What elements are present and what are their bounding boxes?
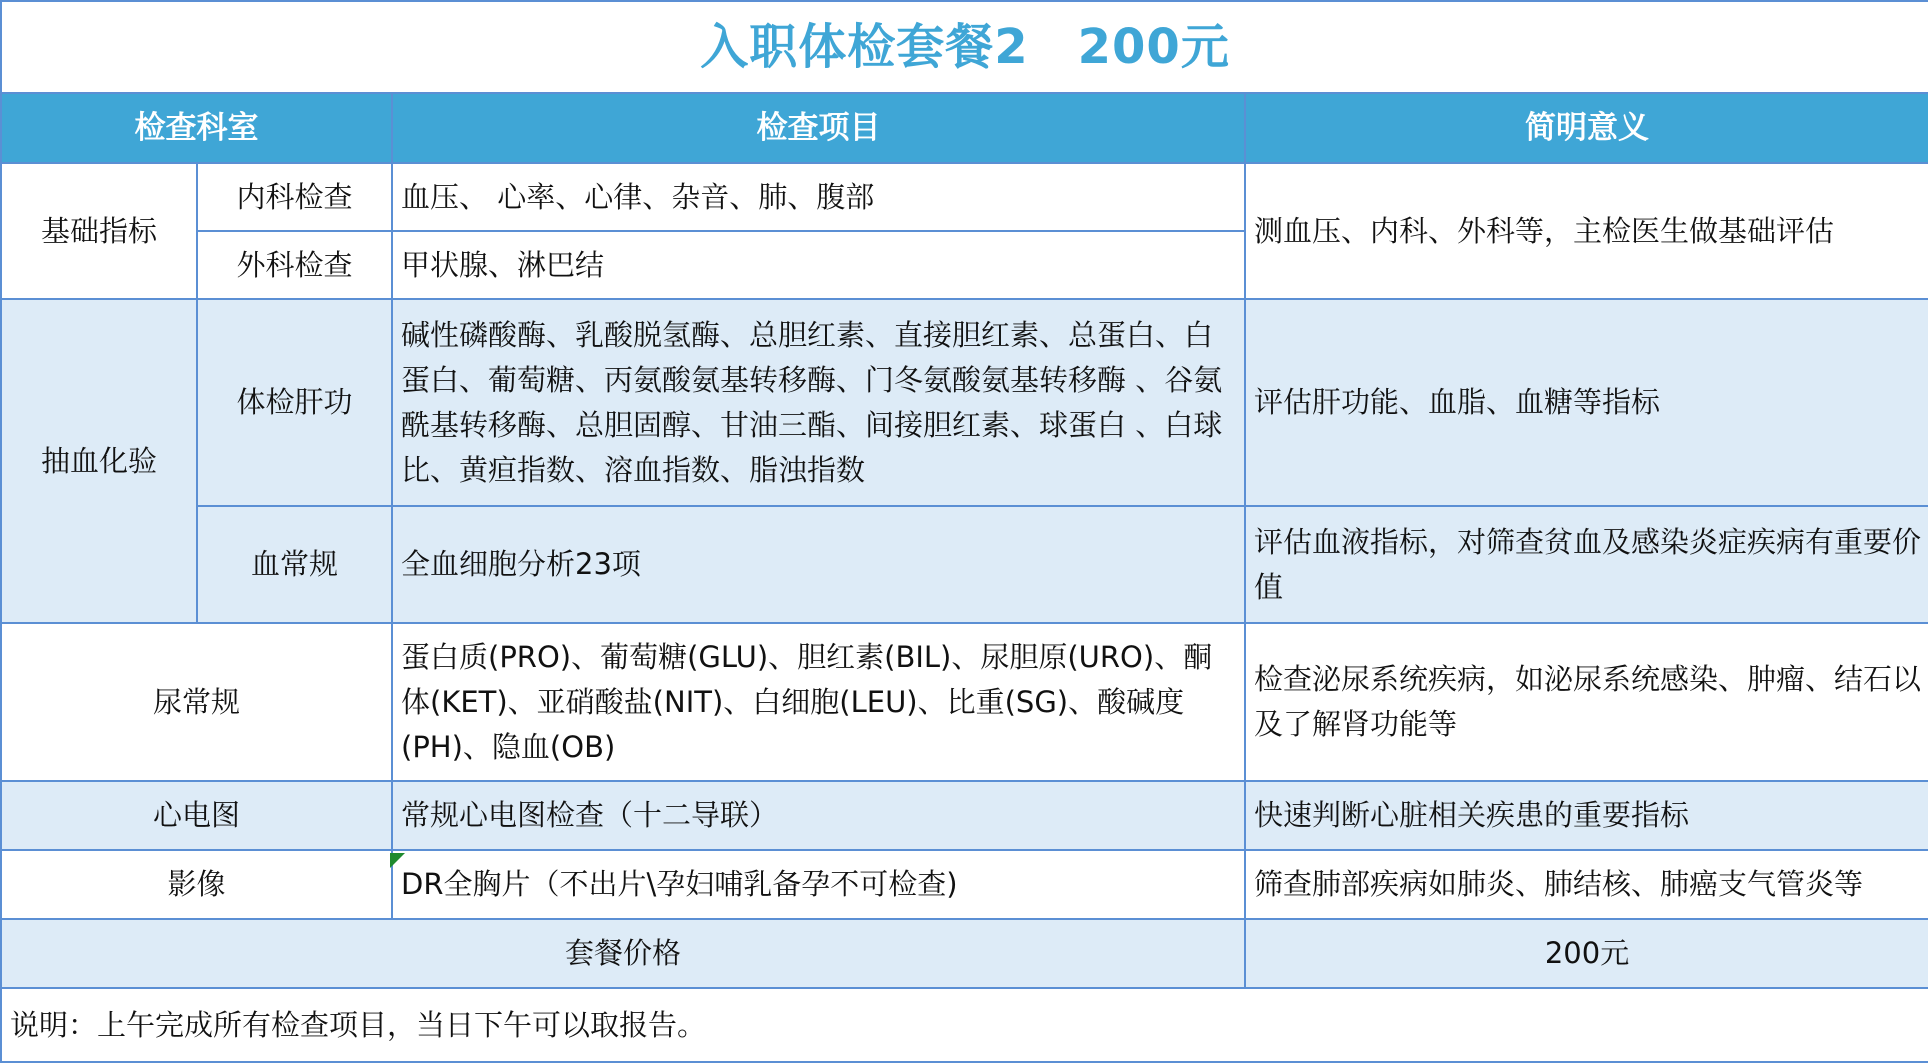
cell-comment-marker bbox=[390, 853, 405, 868]
meaning-blood-routine: 评估血液指标，对筛查贫血及感染炎症疾病有重要价值 bbox=[1245, 506, 1928, 623]
items-blood-routine: 全血细胞分析23项 bbox=[392, 506, 1245, 623]
dept-liver: 体检肝功 bbox=[197, 299, 392, 506]
dept-surgical: 外科检查 bbox=[197, 231, 392, 299]
header-dept: 检查科室 bbox=[1, 93, 392, 163]
price-label: 套餐价格 bbox=[1, 919, 1245, 988]
items-surgical: 甲状腺、淋巴结 bbox=[392, 231, 1245, 299]
dept-blood-routine: 血常规 bbox=[197, 506, 392, 623]
meaning-basic: 测血压、内科、外科等，主检医生做基础评估 bbox=[1245, 163, 1928, 299]
group-blood: 抽血化验 bbox=[1, 299, 197, 623]
meaning-imaging: 筛查肺部疾病如肺炎、肺结核、肺癌支气管炎等 bbox=[1245, 850, 1928, 919]
group-basic: 基础指标 bbox=[1, 163, 197, 299]
items-imaging: DR全胸片（不出片\孕妇哺乳备孕不可检查) bbox=[392, 850, 1245, 919]
meaning-urine: 检查泌尿系统疾病，如泌尿系统感染、肿瘤、结石以及了解肾功能等 bbox=[1245, 623, 1928, 781]
dept-urine: 尿常规 bbox=[1, 623, 392, 781]
package-title: 入职体检套餐2 200元 bbox=[1, 1, 1928, 93]
items-liver: 碱性磷酸酶、乳酸脱氢酶、总胆红素、直接胆红素、总蛋白、白蛋白、葡萄糖、丙氨酸氨基转移酶、门冬氨酸氨基转移酶 、谷氨酰基转移酶、总胆固醇、甘油三酯、间接胆红素、球蛋白 、白球比、黄疸指数、溶血指数、脂浊指数 bbox=[392, 299, 1245, 506]
meaning-liver: 评估肝功能、血脂、血糖等指标 bbox=[1245, 299, 1928, 506]
header-items: 检查项目 bbox=[392, 93, 1245, 163]
price-value: 200元 bbox=[1245, 919, 1928, 988]
meaning-ecg: 快速判断心脏相关疾患的重要指标 bbox=[1245, 781, 1928, 850]
dept-internal: 内科检查 bbox=[197, 163, 392, 231]
dept-imaging: 影像 bbox=[1, 850, 392, 919]
items-urine: 蛋白质(PRO)、葡萄糖(GLU)、胆红素(BIL)、尿胆原(URO)、酮体(KET)、亚硝酸盐(NIT)、白细胞(LEU)、比重(SG)、酸碱度(PH)、隐血(OB) bbox=[392, 623, 1245, 781]
dept-ecg: 心电图 bbox=[1, 781, 392, 850]
footer-note: 说明：上午完成所有检查项目，当日下午可以取报告。 bbox=[1, 988, 1928, 1062]
items-internal: 血压、 心率、心律、杂音、肺、腹部 bbox=[392, 163, 1245, 231]
header-meaning: 简明意义 bbox=[1245, 93, 1928, 163]
items-ecg: 常规心电图检查（十二导联） bbox=[392, 781, 1245, 850]
